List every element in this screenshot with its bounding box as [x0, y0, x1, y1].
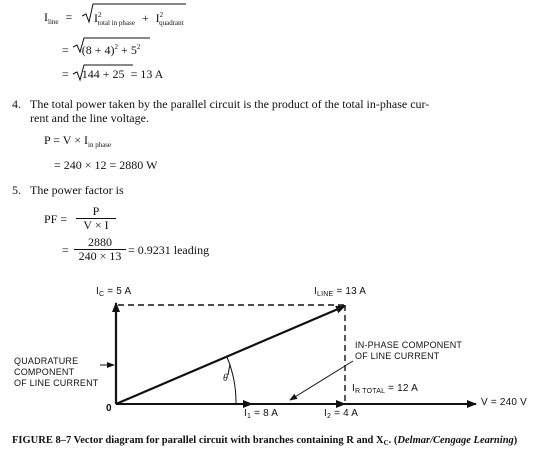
i1-label: $I_1 = 8$ A [244, 408, 279, 420]
eq-line-current-lhs: $I_{line}$ = [44, 10, 73, 26]
quadrature-label-line3: OF LINE CURRENT [14, 378, 99, 388]
eq-pf-fraction2: $\frac{2880}{240 \times 13}$ [74, 236, 126, 263]
ic-label: $I_C = 5$ A [96, 286, 132, 298]
eq-line-current-radicand: $I^2_{total in phase} + I^2_{quadrant}$ [94, 11, 184, 27]
origin-label: 0 [106, 403, 112, 414]
eq-line-current-step2: = $(8 + 4)^2 + 5^2$ [62, 43, 141, 57]
i2-label: $I_2 = 4$ A [324, 408, 359, 420]
eq-pf-lhs: PF = [44, 212, 68, 226]
eq-pf-result: = 0.9231 leading [128, 243, 210, 257]
iline-vector [116, 306, 345, 404]
theta-label: θ [223, 373, 229, 384]
eq-pf-eq2: = [62, 243, 69, 257]
inphase-label-line1: IN-PHASE COMPONENT [355, 340, 463, 350]
item4-text-line1: The total power taken by the parallel circuit is the product of the total in-phase cur- [30, 97, 430, 111]
figure-caption: FIGURE 8–7 Vector diagram for parallel circuit with branches containing R and XC. (Delmar/Cengage Learning) [12, 435, 518, 447]
item4-text-line2: rent and the line voltage. [30, 111, 149, 125]
theta-pointer [228, 364, 230, 375]
item4-number: 4. [12, 97, 21, 111]
inphase-leader [290, 361, 353, 400]
theta-arc [227, 357, 236, 404]
quadrature-label-line2: COMPONENT [14, 367, 75, 377]
iline-label: $I_{LINE} = 13$ A [314, 286, 367, 298]
eq-pf-fraction1: $\frac{P}{V \times I}$ [76, 205, 116, 232]
item5-number: 5. [12, 183, 21, 197]
voltage-label: V = 240 V [481, 397, 527, 408]
eq-line-current-step3: = 144 + 25 = 13 A [62, 67, 164, 81]
item5-text: The power factor is [30, 183, 124, 197]
eq-power-lhs: $P = V \times I_{in phase}$ [44, 133, 112, 149]
eq-power-result: = 240 × 12 = 2880 W [54, 158, 158, 172]
irtotal-label: $I_{R TOTAL} = 12$ A [352, 383, 418, 395]
inphase-label-line2: OF LINE CURRENT [355, 351, 440, 361]
quadrature-label-line1: QUADRATURE [14, 356, 79, 366]
